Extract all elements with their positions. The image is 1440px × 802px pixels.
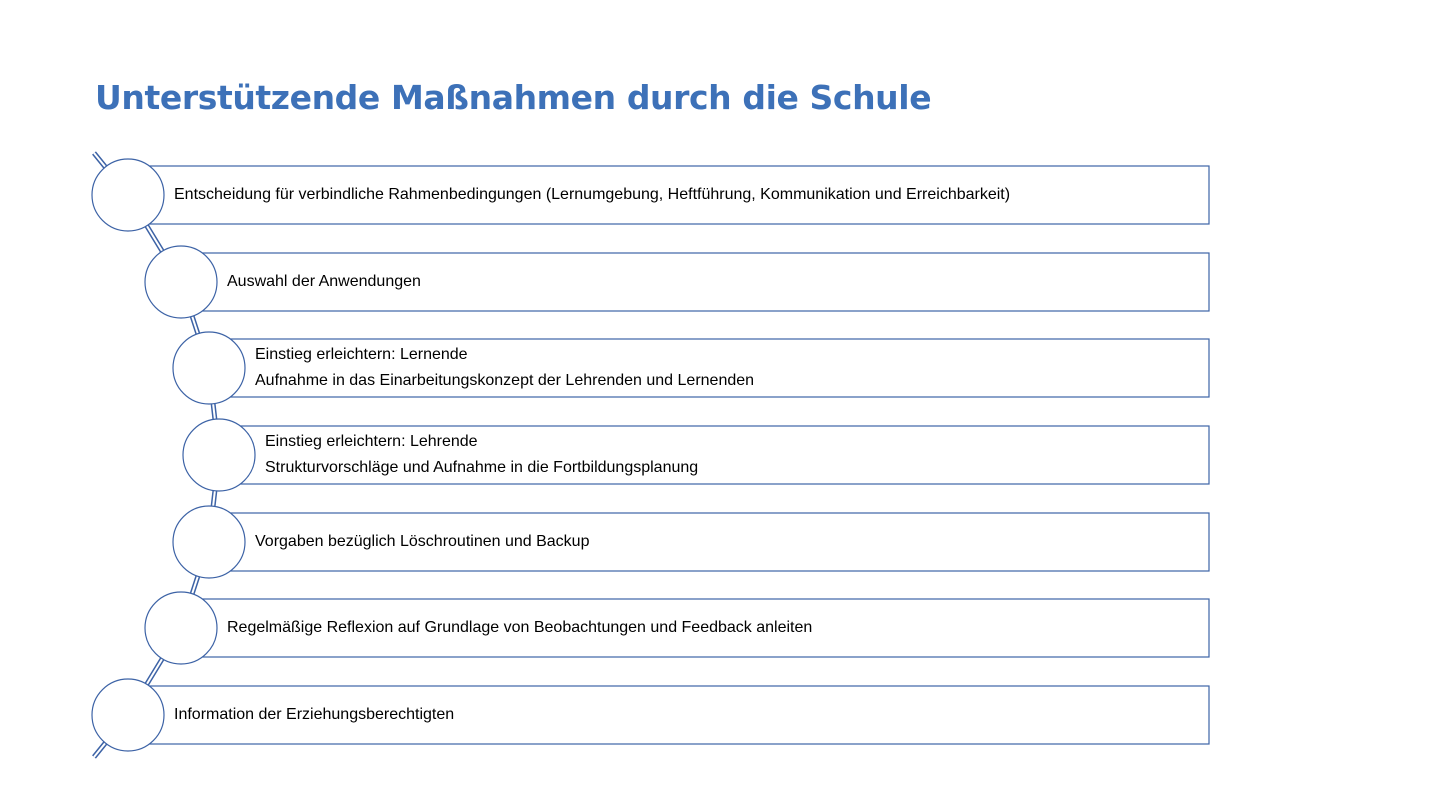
step-text-line: Auswahl der Anwendungen — [227, 273, 421, 290]
step-text — [174, 182, 1010, 208]
step-text — [265, 429, 698, 481]
step-text — [227, 269, 421, 295]
step-circles — [92, 159, 255, 751]
step-circle — [173, 332, 245, 404]
step-text — [227, 615, 812, 641]
step-text — [255, 342, 754, 394]
step-circle — [92, 679, 164, 751]
step-circle — [92, 159, 164, 231]
step-text — [255, 529, 589, 555]
step-text-line: Entscheidung für verbindliche Rahmenbedingungen (Lernumgebung, Heftführung, Kommunikation und Erreichbarkeit) — [174, 186, 1011, 203]
step-text-line: Regelmäßige Reflexion auf Grundlage von Beobachtungen und Feedback anleiten — [227, 619, 813, 636]
step-text-line: Einstieg erleichtern: Lehrende — [265, 433, 478, 450]
step-text-line: Einstieg erleichtern: Lernende — [255, 346, 468, 363]
step-text-line: Information der Erziehungsberechtigten — [174, 706, 455, 723]
step-circle — [183, 419, 255, 491]
step-circle — [173, 506, 245, 578]
step-text — [174, 702, 454, 728]
step-text-line: Vorgaben bezüglich Löschroutinen und Backup — [255, 533, 590, 550]
step-text-line: Strukturvorschläge und Aufnahme in die Fortbildungsplanung — [265, 459, 699, 476]
step-circle — [145, 246, 217, 318]
step-text-line: Aufnahme in das Einarbeitungskonzept der Lehrenden und Lernenden — [255, 372, 755, 389]
page-title: Unterstützende Maßnahmen durch die Schule — [95, 78, 932, 117]
step-circle — [145, 592, 217, 664]
